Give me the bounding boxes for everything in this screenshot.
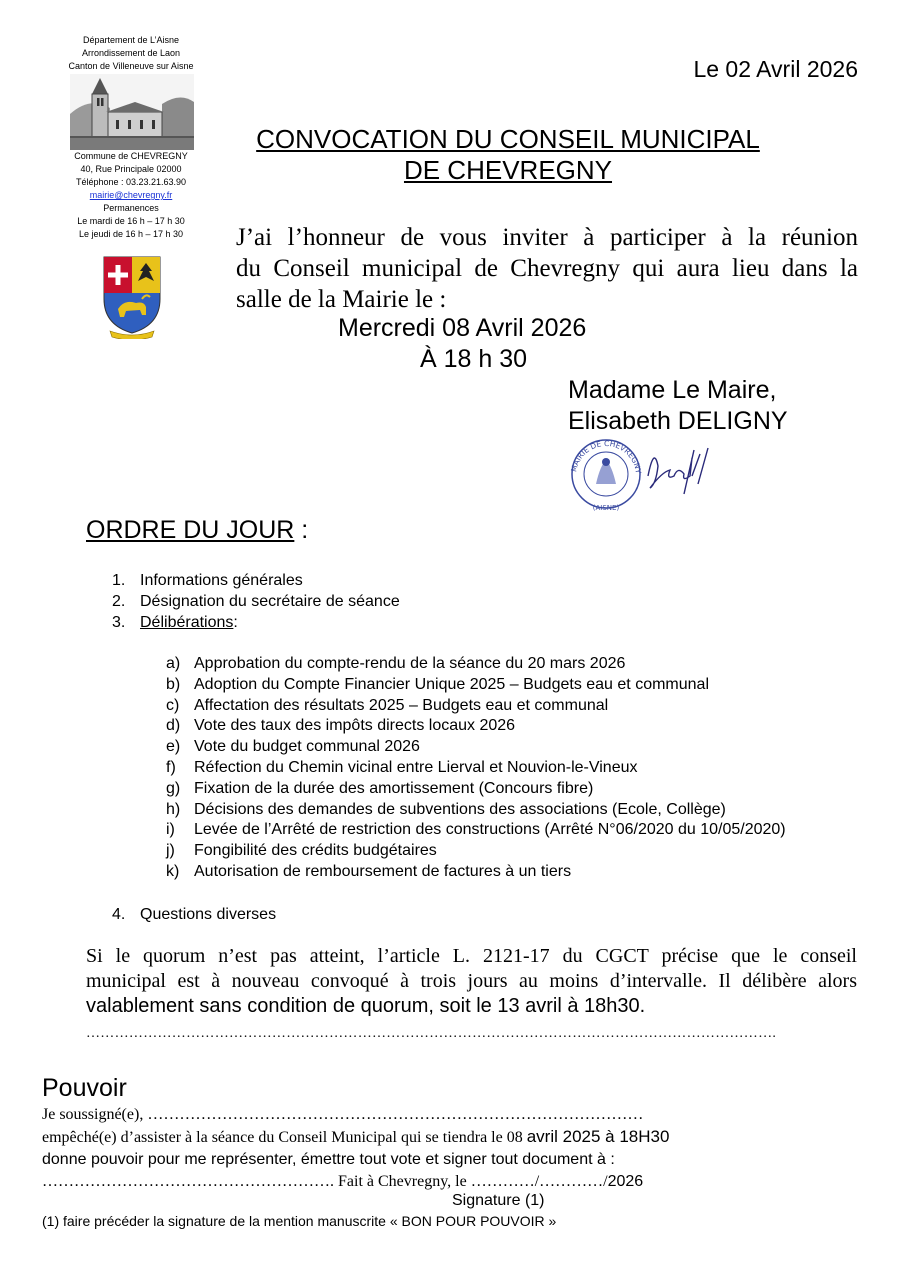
- intro-line: J’ai l’honneur de vous inviter à participer à la réunion: [236, 224, 858, 251]
- cut-separator: ……………………………………………………………………………………………………………………………….: [86, 1026, 777, 1041]
- church-illustration: [70, 74, 194, 150]
- proxy-line-place-date: ………………………………………………. Fait à Chevregny, le …………/…………/2026: [42, 1173, 644, 1190]
- letterhead-admin: [50, 34, 212, 73]
- proxy-line-name: Je soussigné(e), …………………………………………………………………………………: [42, 1106, 644, 1123]
- meeting-time: À 18 h 30: [420, 345, 528, 373]
- proxy-line-power: donne pouvoir pour me représenter, émettre tout vote et signer tout document à :: [42, 1151, 615, 1168]
- mayor-signature-block: [568, 375, 788, 437]
- letter-date: Le 02 Avril 2026: [693, 56, 858, 82]
- hours-line: Le jeudi de 16 h – 17 h 30: [78, 229, 184, 239]
- agenda-heading: [86, 516, 308, 545]
- admin-line: Département de L’Aisne: [82, 35, 180, 45]
- title-line: DE CHEVREGNY: [403, 155, 613, 185]
- handwritten-signature: [648, 448, 708, 494]
- title-line: CONVOCATION DU CONSEIL MUNICIPAL: [256, 124, 760, 154]
- document-title: [180, 124, 836, 186]
- list-item: g) Fixation de la durée des amortissement (Concours fibre): [166, 779, 594, 797]
- mayor-name: Elisabeth DELIGNY: [568, 407, 788, 435]
- quorum-line: municipal est à nouveau convoqué à trois jours au moins d’intervalle. Il délibère alors: [86, 970, 857, 992]
- mairie-seal-and-signature: [566, 436, 726, 516]
- hours-line: Le mardi de 16 h – 17 h 30: [77, 216, 185, 226]
- seal-bottom-text: (AISNE): [592, 504, 620, 512]
- intro-line: salle de la Mairie le :: [236, 286, 447, 313]
- agenda-list: [112, 570, 400, 633]
- deliberations-list: [166, 654, 786, 883]
- agenda-colon: :: [294, 516, 309, 544]
- proxy-title: Pouvoir: [42, 1074, 127, 1102]
- seal-top-text: MAIRIE DE CHEVREGNY: [569, 438, 643, 475]
- admin-line: Arrondissement de Laon: [81, 48, 181, 58]
- list-item: k) Autorisation de remboursement de factures à un tiers: [166, 862, 572, 880]
- list-item: d) Vote des taux des impôts directs locaux 2026: [166, 717, 516, 735]
- footnote: (1) faire précéder la signature de la mention manuscrite « BON POUR POUVOIR »: [42, 1213, 557, 1229]
- list-item: b) Adoption du Compte Financier Unique 2025 – Budgets eau et communal: [166, 675, 709, 693]
- admin-line: Canton de Villeneuve sur Aisne: [68, 61, 194, 71]
- list-item: i) Levée de l’Arrêté de restriction des constructions (Arrêté N°06/2020 du 10/05/2020): [166, 821, 786, 839]
- phone: Téléphone : 03.23.21.63.90: [75, 177, 187, 187]
- address: 40, Rue Principale 02000: [80, 164, 182, 174]
- list-item: a) Approbation du compte-rendu de la séance du 20 mars 2026: [166, 655, 626, 672]
- coat-of-arms: [102, 255, 162, 339]
- commune-name: Commune de CHEVREGNY: [74, 151, 188, 161]
- quorum-paragraph: [86, 944, 857, 1019]
- list-item: 1. Informations générales: [112, 572, 303, 589]
- proxy-line-meeting: empêché(e) d’assister à la séance du Conseil Municipal qui se tiendra le 08 avril 2025 à 18H30: [42, 1127, 670, 1146]
- list-item: e) Vote du budget communal 2026: [166, 738, 420, 756]
- list-item: h) Décisions des demandes de subventions des associations (Ecole, Collège): [166, 800, 726, 818]
- agenda-item-4: 4. Questions diverses: [112, 906, 277, 923]
- email-link[interactable]: mairie@chevregny.fr: [89, 190, 173, 200]
- list-item: j) Fongibilité des crédits budgétaires: [166, 842, 437, 860]
- list-item: f) Réfection du Chemin vicinal entre Lierval et Nouvion-le-Vineux: [166, 758, 638, 776]
- list-item: 3. Délibérations :: [112, 614, 238, 631]
- hours-title: Permanences: [103, 203, 159, 213]
- invitation-paragraph: [236, 222, 858, 315]
- agenda-title: ORDRE DU JOUR: [86, 516, 295, 544]
- signature-label: Signature (1): [452, 1192, 545, 1209]
- list-item: 2. Désignation du secrétaire de séance: [112, 593, 400, 610]
- quorum-line: Si le quorum n’est pas atteint, l’article L. 2121-17 du CGCT précise que le conseil: [86, 945, 857, 967]
- quorum-line: valablement sans condition de quorum, soit le 13 avril à 18h30.: [86, 995, 646, 1017]
- list-item: c) Affectation des résultats 2025 – Budgets eau et communal: [166, 696, 609, 714]
- proxy-form: [42, 1104, 862, 1193]
- intro-line: du Conseil municipal de Chevregny qui aura lieu dans la: [236, 255, 858, 282]
- mayor-title: Madame Le Maire,: [568, 376, 777, 404]
- meeting-date: Mercredi 08 Avril 2026: [338, 314, 587, 342]
